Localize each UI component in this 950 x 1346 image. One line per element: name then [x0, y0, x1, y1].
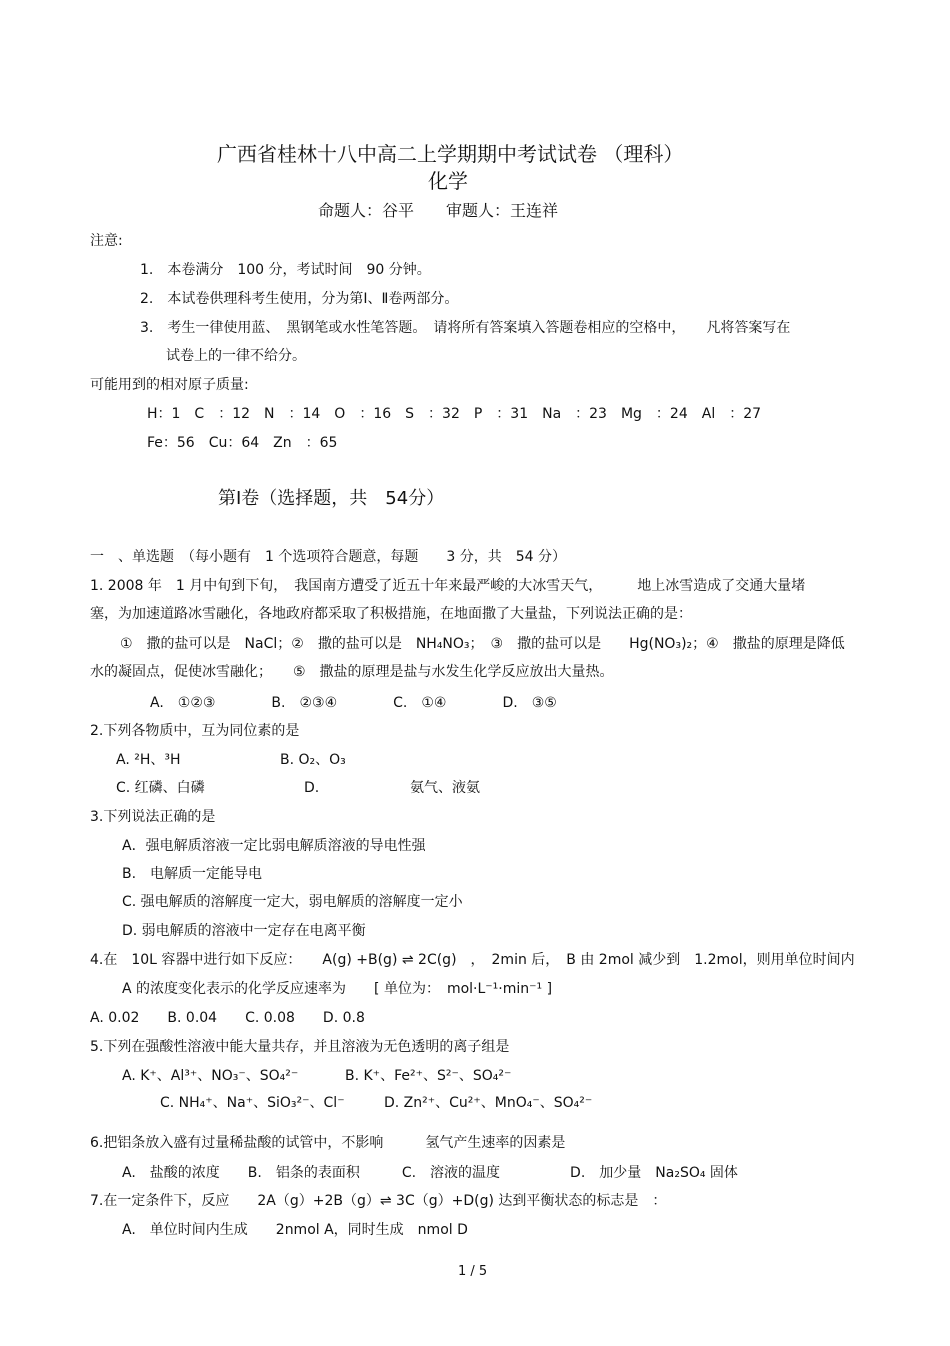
exam-authors: 命题人：谷平 审题人：王连祥	[318, 201, 559, 220]
q1-options: A. ①②③ B. ②③④ C. ①④ D. ③⑤	[150, 695, 557, 711]
q3-option-b: B. 电解质一定能导电	[122, 866, 263, 882]
subject-title: 化学	[428, 169, 468, 193]
note-3-line-1: 3. 考生一律使用蓝、 黑钢笔或水性笔答题。 请将所有答案填入答题卷相应的空格中， 凡将答案写在	[140, 320, 791, 336]
q2-option-a: A. ²H、³H	[116, 752, 181, 768]
q7-option-a: A. 单位时间内生成 2nmol A，同时生成 nmol D	[122, 1222, 468, 1238]
q3-stem: 3.下列说法正确的是	[90, 809, 216, 825]
q4-line-1: 4.在 10L 容器中进行如下反应： A(g) +B(g) ⇌ 2C(g) ， 2min 后， B 由 2mol 减少到 1.2mol，则用单位时间内	[90, 952, 855, 968]
q5-option-c: C. NH₄⁺、Na⁺、SiO₃²⁻、Cl⁻	[160, 1095, 345, 1111]
q2-option-d-text: 氨气、液氨	[410, 780, 480, 796]
q5-option-a: A. K⁺、Al³⁺、NO₃⁻、SO₄²⁻	[122, 1068, 299, 1084]
q2-option-b: B. O₂、O₃	[280, 752, 346, 768]
q1-line-4: 水的凝固点，促使冰雪融化； ⑤ 撒盐的原理是盐与水发生化学反应放出大量热。	[90, 664, 614, 680]
q2-stem: 2.下列各物质中，互为同位素的是	[90, 723, 300, 739]
q1-line-2: 塞，为加速道路冰雪融化，各地政府都采取了积极措施，在地面撒了大量盐，下列说法正确的是：	[90, 606, 692, 622]
section-title: 第Ⅰ卷（选择题，共 54分）	[218, 488, 445, 509]
q2-option-d-label: D.	[304, 780, 320, 796]
q3-option-d: D. 弱电解质的溶液中一定存在电离平衡	[122, 923, 366, 939]
notes-heading: 注意:	[90, 233, 123, 249]
q4-line-2: A 的浓度变化表示的化学反应速率为 [ 单位为： mol·L⁻¹·min⁻¹ ]	[122, 981, 553, 997]
q1-line-3: ① 撒的盐可以是 NaCl；② 撒的盐可以是 NH₄NO₃； ③ 撒的盐可以是 Hg(NO₃)₂；④ 撒盐的原理是降低	[120, 636, 845, 652]
q5-option-b: B. K⁺、Fe²⁺、S²⁻、SO₄²⁻	[345, 1068, 512, 1084]
q3-option-a: A．强电解质溶液一定比弱电解质溶液的导电性强	[122, 838, 426, 854]
q3-option-c: C. 强电解质的溶解度一定大，弱电解质的溶解度一定小	[122, 894, 463, 910]
q6-stem: 6.把铝条放入盛有过量稀盐酸的试管中，不影响 氢气产生速率的因素是	[90, 1135, 566, 1151]
part-heading: 一 、单选题 （每小题有 1 个选项符合题意，每题 3 分，共 54 分）	[90, 549, 566, 565]
note-2: 2. 本试卷供理科考生使用，分为第Ⅰ、Ⅱ卷两部分。	[140, 291, 459, 307]
atomic-mass-heading: 可能用到的相对原子质量:	[90, 377, 249, 393]
atomic-mass-row-2: Fe：56 Cu：64 Zn ：65	[147, 435, 338, 451]
exam-title: 广西省桂林十八中高二上学期期中考试试卷 （理科）	[217, 142, 684, 166]
q4-options: A. 0.02 B. 0.04 C. 0.08 D. 0.8	[90, 1010, 365, 1026]
page-number: 1 / 5	[458, 1264, 488, 1279]
atomic-mass-row-1: H：1 C ：12 N ：14 O ：16 S ：32 P ：31 Na ：23 Mg ：24 Al ：27	[147, 406, 762, 422]
q6-options: A. 盐酸的浓度 B. 铝条的表面积 C. 溶液的温度 D. 加少量 Na₂SO₄ 固体	[122, 1165, 738, 1181]
q1-line-1: 1. 2008 年 1 月中旬到下旬， 我国南方遭受了近五十年来最严峻的大冰雪天气， 地上冰雪造成了交通大量堵	[90, 578, 806, 594]
q2-option-c: C. 红磷、白磷	[116, 780, 205, 796]
q5-stem: 5.下列在强酸性溶液中能大量共存，并且溶液为无色透明的离子组是	[90, 1039, 510, 1055]
q5-option-d: D. Zn²⁺、Cu²⁺、MnO₄⁻、SO₄²⁻	[384, 1095, 593, 1111]
q7-stem: 7.在一定条件下，反应 2A（g）+2B（g）⇌ 3C（g）+D(g) 达到平衡状态的标志是 ：	[90, 1193, 667, 1209]
note-3-line-2: 试卷上的一律不给分。	[166, 348, 306, 364]
note-1: 1. 本卷满分 100 分，考试时间 90 分钟。	[140, 262, 431, 278]
